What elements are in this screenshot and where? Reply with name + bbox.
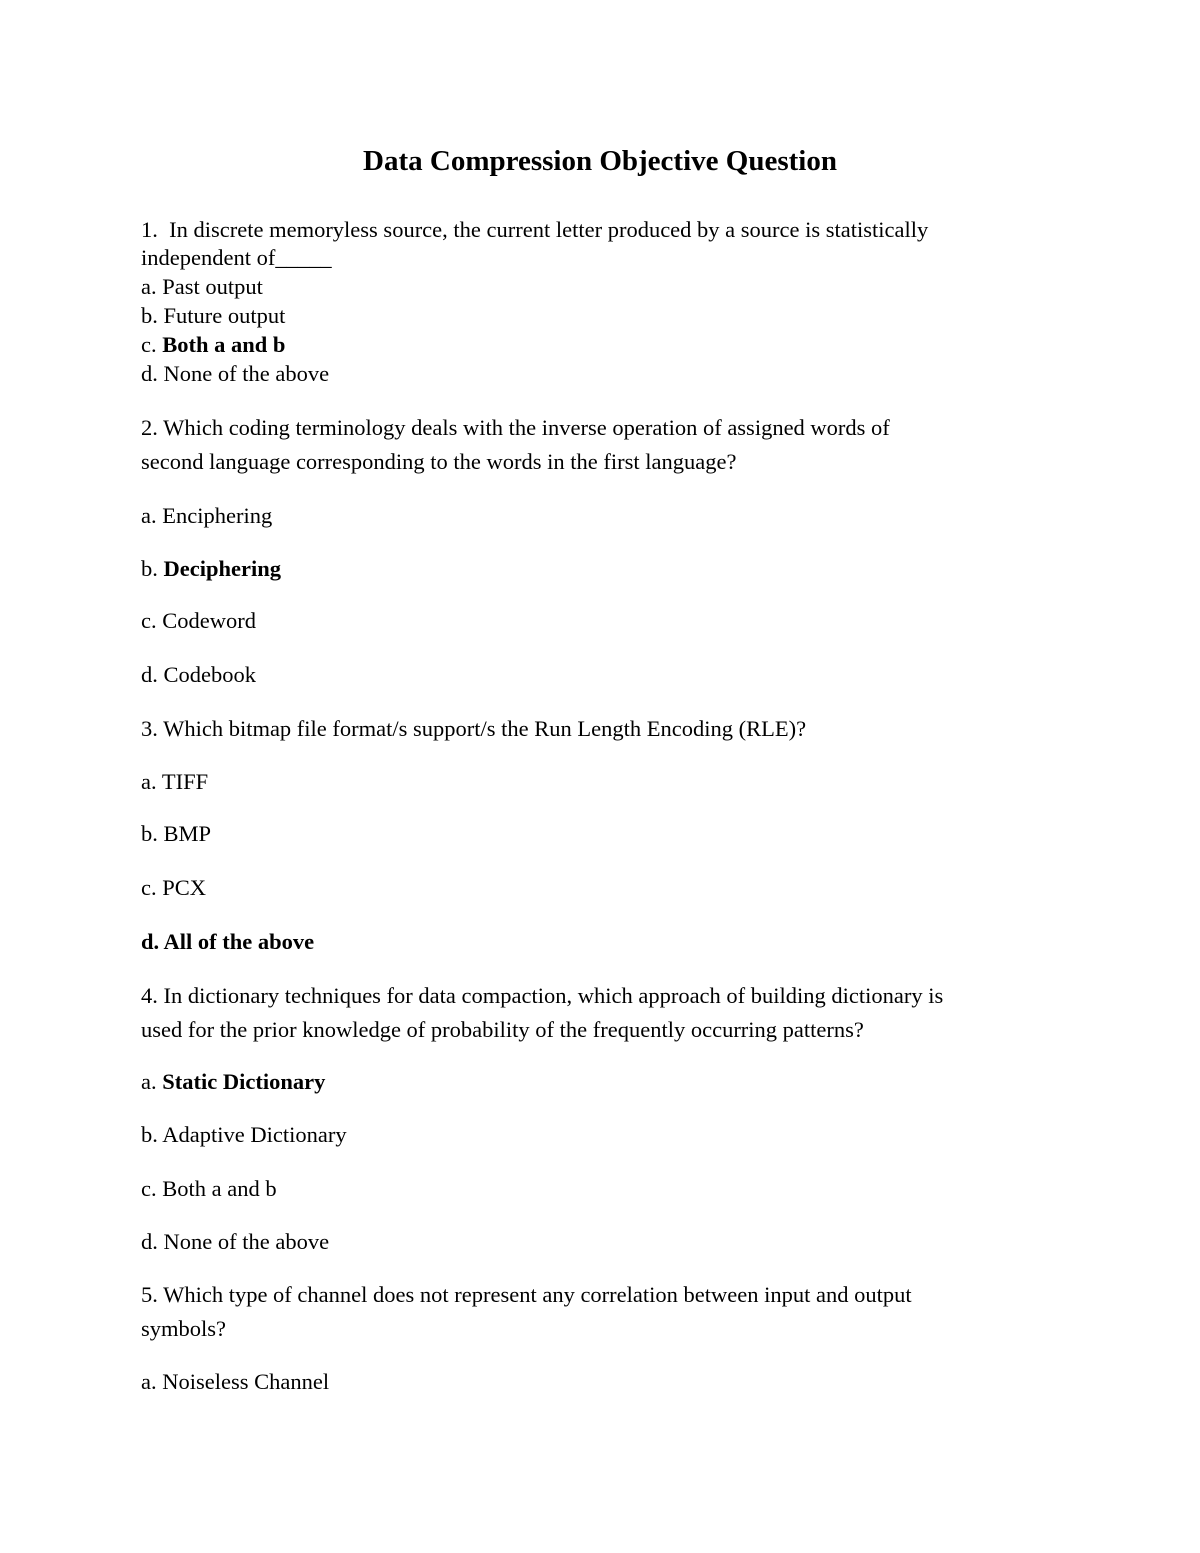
option-text: Codebook — [163, 662, 256, 687]
option-letter: b. — [141, 1122, 158, 1147]
question-text: In dictionary techniques for data compaction, which approach of building dictionary is — [163, 983, 944, 1008]
option-text: TIFF — [161, 769, 209, 794]
option-text-correct: All of the above — [163, 929, 315, 954]
option-letter: a. — [141, 503, 157, 528]
option-letter: a. — [141, 1069, 157, 1094]
question-2-option-b — [141, 555, 281, 583]
question-number: 4. — [141, 983, 158, 1008]
question-3-option-b — [141, 820, 211, 848]
option-text-correct: Both a and b — [162, 332, 286, 357]
question-3-option-a — [141, 768, 208, 796]
question-text: In discrete memoryless source, the current letter produced by a source is statistically — [169, 217, 929, 242]
question-5-stem-line-1 — [141, 1281, 912, 1309]
option-text: Both a and b — [162, 1176, 277, 1201]
question-4-stem-line-2: used for the prior knowledge of probability of the frequently occurring patterns? — [141, 1017, 864, 1042]
question-text: Which type of channel does not represent any correlation between input and output — [163, 1282, 912, 1307]
question-5-option-a — [141, 1368, 329, 1396]
question-2-option-c — [141, 607, 256, 635]
option-text: Future output — [163, 303, 286, 328]
option-letter: d. — [141, 361, 158, 386]
question-4-option-b — [141, 1121, 347, 1149]
question-1-option-c — [141, 331, 285, 359]
option-letter: d. — [141, 662, 158, 687]
option-text: Codeword — [162, 608, 256, 633]
question-3-option-d — [141, 928, 314, 956]
option-text: Past output — [162, 274, 263, 299]
question-2-option-a — [141, 502, 272, 530]
question-4-option-c — [141, 1175, 277, 1203]
question-2-option-d — [141, 661, 256, 689]
question-text: Which coding terminology deals with the inverse operation of assigned words of — [163, 415, 890, 440]
question-4-option-a — [141, 1068, 325, 1096]
question-2-stem-line-1 — [141, 414, 890, 442]
question-1-option-d — [141, 360, 329, 388]
question-number: 3. — [141, 716, 158, 741]
option-text: None of the above — [163, 1229, 330, 1254]
question-5-stem-line-2: symbols? — [141, 1316, 227, 1341]
option-text-correct: Deciphering — [163, 556, 281, 581]
option-letter: a. — [141, 274, 157, 299]
page-title: Data Compression Objective Question — [363, 145, 837, 177]
question-number: 2. — [141, 415, 158, 440]
question-4-stem-line-1 — [141, 982, 943, 1010]
question-1-option-a — [141, 273, 263, 301]
option-letter: b. — [141, 821, 158, 846]
option-letter: b. — [141, 556, 158, 581]
option-text: BMP — [163, 821, 212, 846]
option-letter: a. — [141, 1369, 157, 1394]
option-text: None of the above — [163, 361, 330, 386]
question-1-stem-line-2: independent of_____ — [141, 245, 332, 270]
option-letter: c. — [141, 332, 157, 357]
option-text: Enciphering — [162, 503, 273, 528]
question-3-option-c — [141, 874, 206, 902]
option-text-correct: Static Dictionary — [162, 1069, 326, 1094]
option-letter: c. — [141, 1176, 157, 1201]
option-letter: d. — [141, 1229, 158, 1254]
question-1-option-b — [141, 302, 285, 330]
question-2-stem-line-2: second language corresponding to the words in the first language? — [141, 449, 737, 474]
question-4-option-d — [141, 1228, 329, 1256]
question-text: Which bitmap file format/s support/s the Run Length Encoding (RLE)? — [163, 716, 807, 741]
option-text: Adaptive Dictionary — [162, 1122, 347, 1147]
question-number: 1. — [141, 217, 158, 242]
option-letter: d. — [141, 929, 160, 954]
option-letter: c. — [141, 608, 157, 633]
option-letter: a. — [141, 769, 157, 794]
question-3-stem-line-1 — [141, 715, 806, 743]
question-1-stem-line-1 — [141, 216, 928, 244]
question-number: 5. — [141, 1282, 158, 1307]
option-text: Noiseless Channel — [162, 1369, 330, 1394]
option-text: PCX — [162, 875, 207, 900]
option-letter: b. — [141, 303, 158, 328]
option-letter: c. — [141, 875, 157, 900]
